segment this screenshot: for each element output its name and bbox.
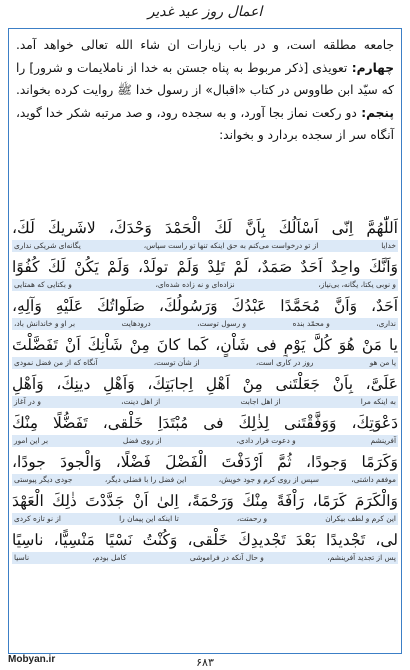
translation-segment: خدایا <box>381 241 396 250</box>
translation-line <box>12 474 398 486</box>
prose-part-3: دو ركعت نماز بجا آورد، و به سجده رود، و صد مرتبه شكر خدا گويد، آنگاه سر از سجده بردارد و بخواند: <box>16 105 394 143</box>
translation-segment: از نو تازه کردی <box>14 514 61 523</box>
translation-segment: نداری، <box>376 319 396 328</box>
arabic-line: اَللّٰهُمَّ اِنّى اَسْاَلُكَ بِاَنَّ لَكَ الْحَمْدَ وَحْدَكَ، لاشَريكَ لَكَ، <box>12 219 398 237</box>
translation-segment: روز در کاری است، <box>255 358 314 367</box>
translation-segment: و دعوت قرار دادی، <box>236 436 296 445</box>
translation-segment: و در آغاز <box>14 397 41 406</box>
arabic-line: اَحَدٌ، وَاَنَّ مُحَمَّدًا عَبْدُكَ وَرَسُولُكَ، صَلَواتُكَ عَلَيْهِ وَآلِهِ، <box>12 297 398 315</box>
translation-segment: و محمّد بنده <box>292 319 330 328</box>
translation-segment: نزاده‌ای و نه زاده شده‌ای، <box>155 280 235 289</box>
translation-segment: پس از تجدید آفرینشم، <box>327 553 396 562</box>
translation-line <box>12 240 398 252</box>
translation-segment: از تو درخواست می‌کنم به حق اینکه تنها تو راست سپاس، <box>143 241 319 250</box>
translation-segment: آنگاه که از من فضل نمودی <box>14 358 98 367</box>
translation-segment: یگانه‌ای شریکی نداری <box>14 241 81 250</box>
translation-segment: به اینکه مرا <box>360 397 396 406</box>
translation-segment: و رحمتت، <box>236 514 268 523</box>
supplication-block <box>12 216 398 567</box>
page-number: ۶۸۳ <box>196 656 214 669</box>
translation-segment: این فضل را با فضلی دیگر، <box>104 475 187 484</box>
translation-segment: و بکتایی که همتایی <box>14 280 72 289</box>
translation-segment: از اهل دینت، <box>121 397 161 406</box>
arabic-line: لى، تَجْديدًا بَعْدَ تَجْديدِكَ خَلْقى، وَكُنْتُ نَسْيًا مَنْسِيًّا، ناسِيًا <box>12 531 398 549</box>
translation-segment: از اهل اجابت <box>240 397 281 406</box>
translation-line <box>12 552 398 564</box>
arabic-line: دَعْوَتِكَ، وَوَفَّقْتَنى لِذٰلِكَ فى مُبْتَدَاِ خَلْقى، تَفَضُّلًا مِنْكَ <box>12 414 398 432</box>
persian-prose <box>16 34 394 147</box>
translation-segment: موفقم داشتی، <box>351 475 396 484</box>
translation-line <box>12 435 398 447</box>
translation-segment: تا اینکه این پیمان را <box>119 514 179 523</box>
prose-part-1: جامعه مطلقه است، و در باب زيارات ان شاء الله تعالى خواهد آمد. <box>16 38 394 52</box>
arabic-line: وَكَرَمًا وَجودًا، ثُمَّ اَرْدَفْتَ الْفَضْلَ فَضْلًا، وَالْجودَ جودًا، <box>12 453 398 471</box>
label-fifth: پنجم: <box>356 105 394 120</box>
translation-segment: کامل بودم، <box>92 553 127 562</box>
translation-segment: سپس از روی کرم و جود خویش، <box>218 475 319 484</box>
translation-segment: یا من هو <box>369 358 396 367</box>
translation-line <box>12 513 398 525</box>
translation-segment: جودی دیگر پیوستی <box>14 475 73 484</box>
translation-segment: و نوبی یکتا، یگانه، بی‌نیاز، <box>318 280 396 289</box>
translation-segment: و رسول توست، <box>197 319 247 328</box>
translation-segment: از شأن توست، <box>153 358 200 367</box>
translation-segment: و حال آنکه در فراموشی <box>189 553 264 562</box>
translation-segment: این کرم و لطف بیکران <box>325 514 396 523</box>
prose-part-2: تعويذى [ذكر مربوط به پناه جستن به خدا از ناملايمات و شرور] را كه سيّد ابن طاووس در كتاب «اقبال» از رسول خدا ﷺ روايت كرده بخواند. <box>16 60 394 98</box>
arabic-line: يا مَنْ هُوَ كُلَّ يَوْمٍ فى شَاْنٍ، كَما كانَ مِنْ شَاْنِكَ اَنْ تَفَضَّلْتَ <box>12 336 398 354</box>
translation-segment: درودهایت <box>121 319 151 328</box>
arabic-line: وَاَنَّكَ واحِدٌ اَحَدٌ صَمَدٌ، لَمْ تَلِدْ وَلَمْ تولَدْ، وَلَمْ يَكُنْ لَكَ كُفُوًا <box>12 258 398 276</box>
translation-segment: بر این امور <box>14 436 49 445</box>
translation-segment: از روی فضل <box>122 436 162 445</box>
translation-line <box>12 318 398 330</box>
arabic-line: وَالْكَرَمَ كَرَمًا، رَاْفَةً مِنْكَ وَرَحْمَةً، اِلىٰ اَنْ جَدَّدْتَ ذٰلِكَ الْعَهْدَ <box>12 492 398 510</box>
page-header: اعمال روز عید غدیر <box>147 4 263 20</box>
translation-segment: آفرینشم <box>370 436 396 445</box>
arabic-line: عَلَىَّ، بِاَنْ جَعَلْتَنى مِنْ اَهْلِ اِجابَتِكَ، وَاَهْلِ دينِكَ، وَاَهْلِ <box>12 375 398 393</box>
translation-segment: بر او و خاندانش باد، <box>14 319 75 328</box>
translation-line <box>12 396 398 408</box>
translation-line <box>12 357 398 369</box>
site-name: Mobyan.ir <box>8 654 56 665</box>
label-fourth: چهارم: <box>347 60 394 75</box>
translation-line <box>12 279 398 291</box>
translation-segment: ناسیا <box>14 553 30 562</box>
